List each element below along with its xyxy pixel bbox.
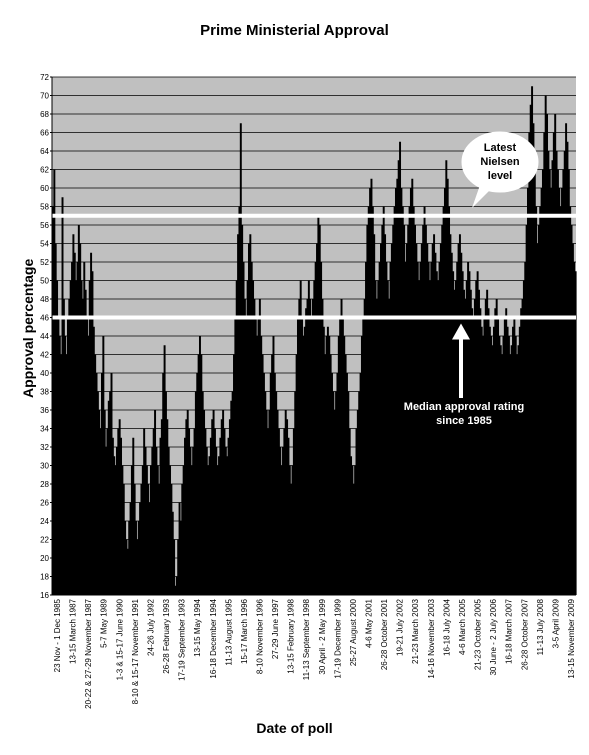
x-tick-label: 14-16 November 2003: [426, 599, 436, 679]
y-tick-labels: [40, 73, 52, 600]
x-tick-label: 20-22 & 27-29 November 1987: [84, 599, 94, 709]
x-tick-label: 11-13 July 2008: [535, 599, 545, 656]
x-tick-label: 4-6 March 2005: [457, 599, 467, 656]
nielsen-annotation-text: Nielsen: [480, 156, 520, 168]
y-tick-label: 64: [40, 147, 49, 156]
y-tick-label: 48: [40, 295, 49, 304]
x-tick-label: 11-13 August 1995: [224, 599, 234, 666]
x-tick-label: 30 June - 2 July 2006: [489, 599, 499, 676]
y-tick-label: 24: [40, 517, 49, 526]
y-tick-label: 52: [40, 258, 49, 267]
y-axis-title: Approval percentage: [20, 258, 36, 398]
x-tick-label: 13-15 November 2009: [567, 599, 576, 679]
x-tick-label: 26-28 October 2007: [520, 599, 530, 671]
x-tick-label: 30 April - 2 May 1999: [317, 599, 327, 675]
y-tick-label: 46: [40, 313, 49, 323]
y-tick-label: 18: [40, 572, 49, 582]
x-tick-label: 25-27 August 2000: [348, 599, 358, 667]
bar: [575, 271, 577, 595]
x-tick-label: 16-18 July 2004: [442, 599, 452, 656]
x-tick-label: 13-15 March 1987: [68, 599, 78, 664]
y-tick-label: 66: [40, 128, 49, 138]
y-tick-label: 20: [40, 554, 49, 563]
x-tick-labels: [53, 598, 576, 708]
x-tick-label: 26-28 October 2001: [380, 599, 390, 671]
y-tick-label: 54: [40, 239, 49, 249]
x-tick-label: 4-6 May 2001: [364, 599, 374, 648]
y-tick-label: 22: [40, 535, 49, 545]
x-tick-label: 5-7 May 1989: [99, 599, 109, 648]
x-tick-label: 13-15 February 1998: [286, 599, 296, 674]
x-tick-label: 27-29 June 1997: [271, 599, 281, 660]
x-tick-label: 24-26 July 1992: [146, 599, 156, 656]
x-tick-label: 13-15 May 1994: [193, 599, 203, 657]
x-axis-title: Date of poll: [256, 720, 333, 736]
y-tick-label: 36: [40, 406, 49, 415]
x-tick-label: 16-18 March 2007: [504, 599, 514, 664]
x-tick-label: 26-28 February 1993: [162, 599, 172, 674]
y-tick-label: 70: [40, 91, 49, 101]
y-tick-label: 28: [40, 480, 49, 489]
y-tick-label: 50: [40, 276, 49, 286]
x-tick-label: 17-19 December 1999: [333, 599, 343, 679]
chart-title: Prime Ministerial Approval: [200, 22, 389, 39]
x-tick-label: 8-10 & 15-17 November 1991: [130, 599, 140, 705]
median-annotation-text: Median approval rating: [403, 401, 525, 413]
x-tick-label: 19-21 July 2002: [395, 599, 405, 656]
median-annotation-text: since 1985: [436, 415, 492, 427]
x-tick-label: 23 Nov - 1 Dec 1985: [53, 599, 62, 673]
y-tick-label: 26: [40, 498, 49, 508]
y-tick-label: 30: [40, 461, 49, 471]
x-tick-label: 11-13 September 1998: [302, 599, 312, 681]
x-tick-label: 15-17 March 1996: [239, 599, 249, 664]
y-tick-label: 42: [40, 350, 49, 360]
y-tick-label: 40: [40, 369, 49, 378]
y-tick-label: 62: [40, 165, 49, 175]
y-tick-label: 38: [40, 387, 49, 397]
y-tick-label: 16: [40, 591, 49, 600]
x-tick-label: 3-5 April 2009: [551, 599, 561, 649]
y-tick-label: 60: [40, 184, 49, 193]
y-tick-label: 56: [40, 221, 49, 230]
x-tick-label: 16-18 December 1994: [208, 599, 218, 679]
y-tick-label: 58: [40, 202, 49, 212]
y-tick-label: 32: [40, 443, 49, 452]
x-tick-label: 17-19 September 1993: [177, 599, 187, 681]
y-tick-label: 44: [40, 332, 49, 341]
x-tick-label: 1-3 & 15-17 June 1990: [115, 599, 125, 681]
y-tick-label: 72: [40, 73, 49, 82]
x-tick-label: 8-10 November 1996: [255, 599, 265, 675]
nielsen-annotation-text: Latest: [483, 142, 517, 154]
y-tick-label: 34: [40, 424, 49, 434]
x-tick-label: 21-23 March 2003: [411, 599, 421, 664]
nielsen-annotation-text: level: [487, 170, 513, 182]
y-tick-label: 68: [40, 110, 49, 119]
x-tick-label: 21-23 October 2005: [473, 599, 483, 671]
